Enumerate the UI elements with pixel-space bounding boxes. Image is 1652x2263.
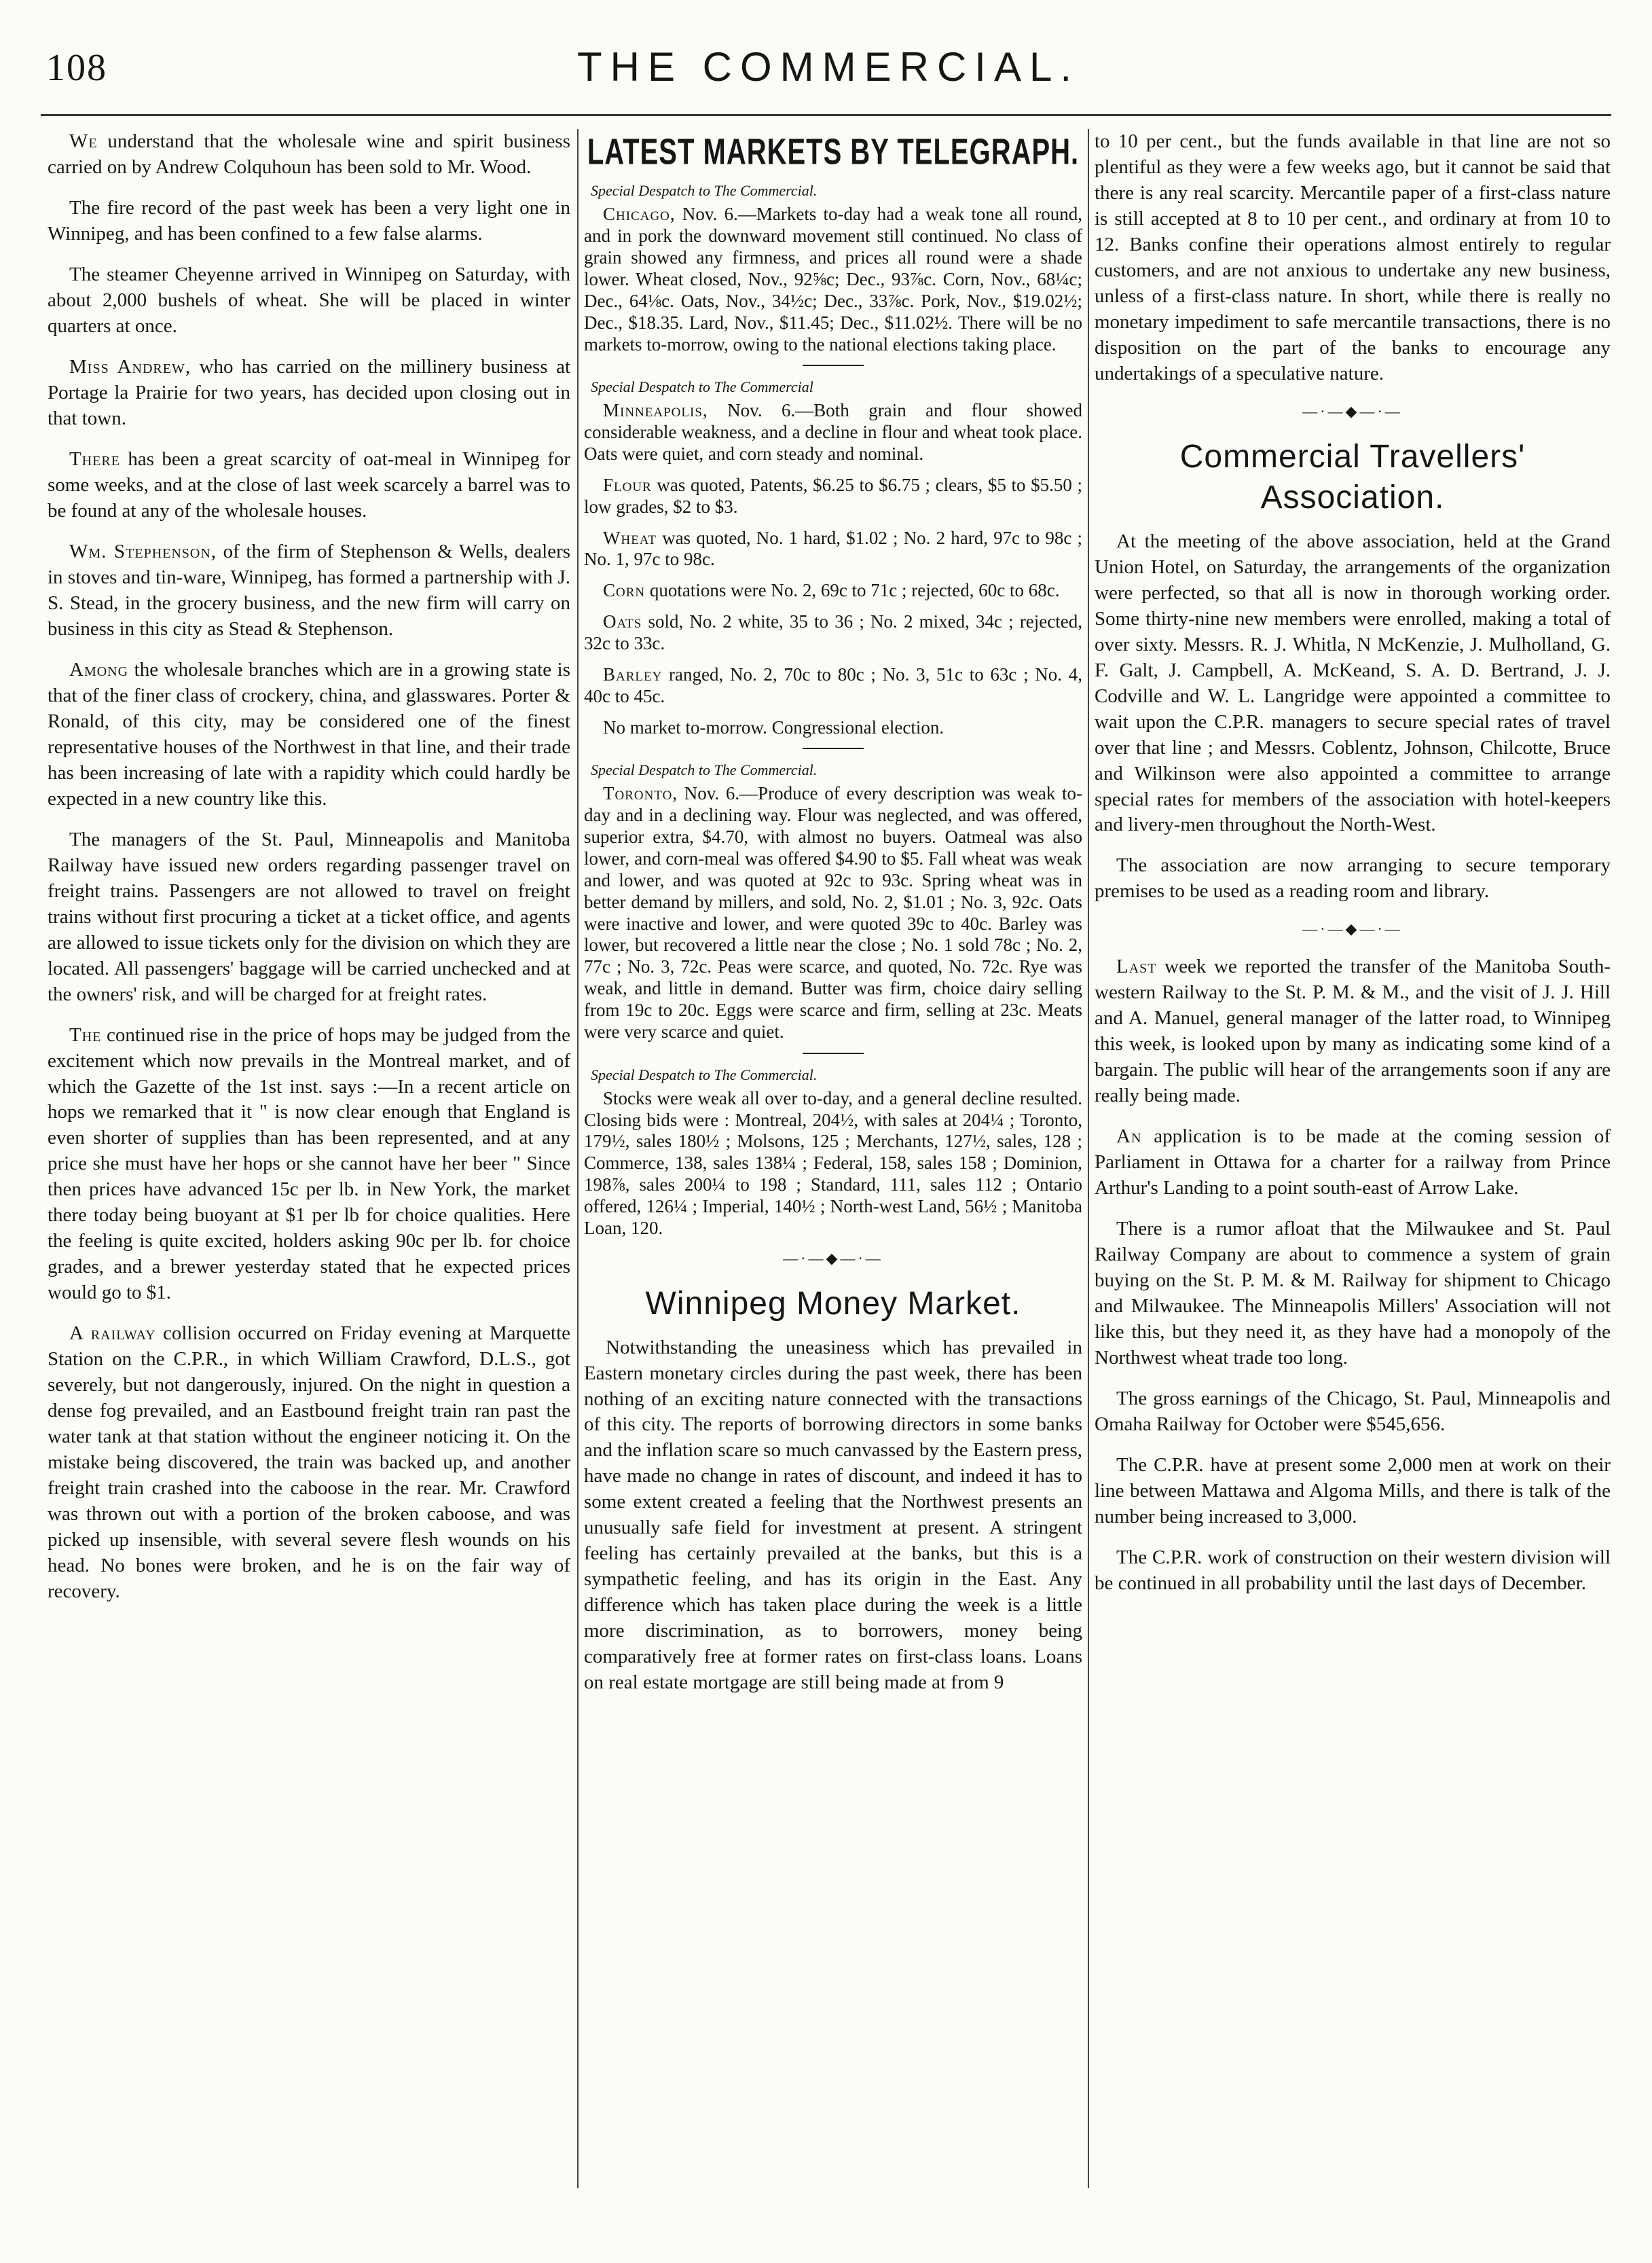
column-travellers — [1095, 129, 1611, 2202]
news-paragraph — [48, 657, 570, 812]
money-market-title: Winnipeg Money Market. — [645, 1285, 1021, 1322]
paragraph-text: At the meeting of the above association, held at the Grand Union Hotel, on Saturday, the arrangements of the organization were perfected, so that all is now in thorough working order. Some thirty-nine new members were enrolled, making a total of over sixty. Messrs. R. J. Whitla, N McKenzie, J. Mulholland, G. F. Galt, J. Campbell, A. McKeand, S. A. D. Bertrand, J. J. Codville and W. L. Langridge were appointed a committee to wait upon the C.P.R. managers to secure special rates of travel over that line ; and Messrs. Coblentz, Johnson, Chilcotte, Bruce and Wilkinson were also appointed a committee to arrange special rates for members of the association with hotel-keepers and livery-men throughout the North-West. — [1095, 530, 1611, 836]
page-number: 108 — [46, 47, 107, 89]
masthead: THE COMMERCIAL. — [576, 44, 1080, 90]
news-paragraph — [1095, 1545, 1611, 1597]
ornament-divider: —·—◆—·— — [1302, 402, 1403, 420]
paragraph-text: was quoted, No. 1 hard, $1.02 ; No. 2 hard, 97c to 98c ; No. 1, 97c to 98c. — [584, 527, 1082, 570]
news-paragraph — [1095, 1386, 1611, 1438]
news-paragraph — [584, 580, 1082, 602]
paragraph-text: has been a great scarcity of oat-meal in Winnipeg for some weeks, and at the close of last week scarcely a barrel was to be found at any of the wholesale houses. — [48, 448, 570, 522]
news-items — [1095, 954, 1611, 1597]
paragraph-text: of the firm of Stephenson & Wells, dealers in stoves and tin-ware, Winnipeg, has formed a partnership with J. S. Stead, in the grocery business, and the new firm will carry on business in this city as Stead & Stephenson. — [48, 540, 570, 640]
news-paragraph — [48, 539, 570, 642]
lead-in: Wheat — [603, 527, 657, 548]
paragraph-text: who has carried on the millinery business at Portage la Prairie for two years, has decided upon closing out in that town. — [48, 355, 570, 429]
news-paragraph — [584, 717, 1082, 739]
dispatch-divider — [803, 1053, 864, 1054]
paragraph-text: The association are now arranging to secure temporary premises to be used as a reading room and library. — [1095, 854, 1611, 903]
dispatch-label: Special Despatch to The Commercial. — [591, 182, 818, 200]
paragraph-text: Nov. 6.—Produce of every description was weak to-day and in a declining way. Flour was neglected, and was offered, superior extra, $4.70, with almost no buyers. Oatmeal was also lower, and corn-meal was offered $4.90 to $5. Fall wheat was weak and lower, and was quoted at 92c to 93c. Spring wheat was in better demand by millers, and sold, No. 2, $1.01 ; No. 3, 92c. Oats were inactive and lower, and were quoted 39c to 40c. Barley was lower, but recovered a little near the close ; No. 1 sold 78c ; No. 2, 77c ; No. 3, 72c. Peas were scarce, and quoted, No. 72c. Rye was weak, and little in demand. Butter was firm, choice dairy selling from 19c to 20c. Eggs were scarce and firm, selling at 23c. Meats were very scarce and quiet. — [584, 783, 1082, 1042]
lead-in: Among — [69, 658, 129, 681]
news-paragraph — [48, 129, 570, 181]
association-text — [1095, 529, 1611, 905]
lead-in: Wm. Stephenson, — [69, 540, 217, 562]
paragraph-text: collision occurred on Friday evening at Marquette Station on the C.P.R., in which William Crawford, D.L.S., got severely, but not dangerously, injured. On the night in question a dense fog prevailed, and an Eastbound freight train ran past the water tank at that station without the engineer noticing it. On the mistake being discovered, the train was backed up, and another freight train crashed into the caboose in the rear. Mr. Crawford was thrown out with a portion of the broken caboose, and was picked up insensible, with several severe flesh wounds on his head. No bones were broken, and he is on the fair way of recovery. — [48, 1322, 570, 1603]
paragraph-text: Stocks were weak all over to-day, and a general decline resulted. Closing bids were : Montreal, 204½, with sales at 204¼ ; Toronto, 179½, sales 180½ ; Molsons, 125 ; Merchants, 127½, sales, 128 ; Commerce, 138, sales 138¼ ; Federal, 158, sales 158 ; Dominion, 198⅞, sales 200¼ to 198 ; Standard, 111, sales 112 ; Ontario offered, 126¼ ; Imperial, 140½ ; North-west Land, 56½ ; Manitoba Loan, 120. — [584, 1087, 1082, 1238]
column-markets — [584, 129, 1082, 2202]
news-paragraph — [584, 611, 1082, 655]
paragraph-text: There is a rumor afloat that the Milwaukee and St. Paul Railway Company are about to commence a system of grain buying on the St. P. M. & M. Railway for shipment to Chicago and Milwaukee. The Minneapolis Millers' Association will not like this, but they need it, as they have had a monopoly of the Northwest wheat trade too long. — [1095, 1218, 1611, 1369]
paragraph-text: ranged, No. 2, 70c to 80c ; No. 3, 51c to 63c ; No. 4, 40c to 45c. — [584, 664, 1082, 706]
news-paragraph — [584, 475, 1082, 518]
lead-in: We — [69, 130, 98, 152]
news-paragraph — [584, 400, 1082, 465]
association-title: Commercial Travellers' Association. — [1179, 438, 1526, 515]
paragraph-text: Nov. 6.—Both grain and flour showed considerable weakness, and a decline in flour and wheat took place. Oats were quiet, and corn steady and nominal. — [584, 400, 1082, 465]
paragraph-text: The managers of the St. Paul, Minneapolis and Manitoba Railway have issued new orders regarding passenger travel on freight trains. Passengers are not allowed to travel on freight trains without first procuring a ticket at a ticket office, and agents are allowed to issue tickets only for the division on which they are located. All passengers' baggage will be carried unchecked and at the owners' risk, and will be charged for at freight rates. — [48, 828, 570, 1005]
paragraph-text: The fire record of the past week has been a very light one in Winnipeg, and has been confined to a few false alarms. — [48, 196, 570, 245]
news-paragraph — [584, 783, 1082, 1043]
lead-in: Barley — [603, 664, 663, 685]
paragraph-text: was quoted, Patents, $6.25 to $6.75 ; clears, $5 to $5.50 ; low grades, $2 to $3. — [584, 474, 1082, 517]
column-divider — [577, 129, 579, 2188]
lead-in: Corn — [603, 580, 646, 601]
news-paragraph — [584, 528, 1082, 571]
telegraph-dispatch — [584, 378, 1082, 738]
dispatch-label: Special Despatch to The Commercial. — [591, 1066, 818, 1083]
dispatch-divider — [803, 748, 864, 749]
paragraph-text: The C.P.R. have at present some 2,000 men at work on their line between Mattawa and Algoma Mills, and there is talk of the number being increased to 3,000. — [1095, 1453, 1611, 1527]
news-paragraph — [584, 1088, 1082, 1239]
paragraph-text: Nov. 6.—Markets to-day had a weak tone all round, and in pork the downward movement still continued. No class of grain showed any firmness, and prices all round were a shade lower. Wheat closed, Nov., 92⅝c; Dec., 93⅞c. Corn, Nov., 68¼c; Dec., 64⅛c. Oats, Nov., 34½c; Dec., 33⅞c. Pork, Nov., $19.02½; Dec., $18.35. Lard, Nov., $11.45; Dec., $11.02½. There will be no markets to-morrow, owing to the national elections taking place. — [584, 204, 1082, 355]
lead-in: Last — [1116, 956, 1157, 978]
news-paragraph — [584, 664, 1082, 708]
lead-in: Flour — [603, 474, 652, 495]
paragraph-text: application is to be made at the coming session of Parliament in Ottawa for a charter for a railway from Prince Arthur's Landing to a point south-east of Arrow Lake. — [1095, 1125, 1611, 1199]
lead-in: There — [69, 448, 120, 470]
header-rule — [41, 114, 1611, 116]
paragraph-text: week we reported the transfer of the Manitoba South-western Railway to the St. P. M. & M., and the visit of J. J. Hill and A. Manuel, general manager of the latter road, to Winnipeg this week, is looked upon by many as indicating some kind of a bargain. The public will hear of the arrangements soon if any are really being made. — [1095, 956, 1611, 1107]
lead-in: An — [1116, 1125, 1142, 1148]
news-paragraph — [48, 827, 570, 1008]
news-paragraph — [48, 262, 570, 340]
news-paragraph — [48, 1321, 570, 1605]
dispatch-list — [584, 182, 1082, 1239]
paragraph-text: No market to-morrow. Congressional election. — [603, 717, 944, 738]
paragraph-text: The gross earnings of the Chicago, St. Paul, Minneapolis and Omaha Railway for October were $545,656. — [1095, 1388, 1611, 1435]
ornament-divider: —·—◆—·— — [783, 1249, 883, 1267]
paragraph-text: understand that the wholesale wine and spirit business carried on by Andrew Colquhoun has been sold to Mr. Wood. — [48, 130, 570, 178]
money-market-continued: to 10 per cent., but the funds available in that line are not so plentiful as they were a few weeks ago, but it cannot be said that there is any real scarcity. Mercantile paper of a first-class nature is still accepted at 8 to 10 per cent., and ordinary at from 10 to 12. Banks confine their operations almost entirely to regular customers, and are not anxious to undertake any new business, unless of a first-class nature. In short, while there is really no monetary impediment to safe mercantile transactions, there is no disposition on the part of the banks to encourage any undertakings of a speculative nature. — [1095, 130, 1611, 384]
paragraph-text: The C.P.R. work of construction on their western division will be continued in all probability until the last days of December. — [1095, 1546, 1611, 1594]
paragraph-text: The steamer Cheyenne arrived in Winnipeg on Saturday, with about 2,000 bushels of wheat. She will be placed in winter quarters at once. — [48, 263, 570, 337]
news-paragraph — [48, 1023, 570, 1307]
lead-in: The — [69, 1024, 102, 1046]
news-paragraph — [48, 196, 570, 247]
money-market-text: Notwithstanding the uneasiness which has prevailed in Eastern monetary circles during the past week, there has been nothing of an exciting nature connected with the transactions of this city. The reports of borrowing directors in some banks and the inflation scare so much canvassed by the Eastern press, have made no change in rates of discount, and indeed it has to some extent created a feeling that the Northwest presents an unusually safe field for investment at present. A stringent feeling has certainly prevailed at the banks, but this is a sympathetic feeling, and has its origin in the East. Any difference which has taken place during the week is a little more discrimination, as to borrowers, money being comparatively free at former rates on first-class loans. Loans on real estate mortgage are still being made at from 9 — [584, 1336, 1082, 1694]
ornament-divider: —·—◆—·— — [1302, 920, 1403, 938]
news-paragraph — [1095, 529, 1611, 839]
column-local-news — [48, 129, 570, 2202]
paragraph-text: sold, No. 2 white, 35 to 36 ; No. 2 mixed, 34c ; rejected, 32c to 33c. — [584, 611, 1082, 654]
telegraph-dispatch — [584, 761, 1082, 1043]
paragraph-text: continued rise in the price of hops may be judged from the excitement which now prevails in the Montreal market, and of which the Gazette of the 1st inst. says :—In a recent article on hops we remarked that it " is now clear enough that England is even shorter of supplies than has been represented, and at any price she must have her hops or she cannot have her beer " Since then prices have advanced 15c per lb. in New York, the market there today being buoyant at $1 per lb for choice qualities. Here the feeling is quite excited, holders asking 90c per lb. for choice grades, and a brewer yesterday stated that he expected prices would go to $1. — [48, 1024, 570, 1304]
page-header — [41, 43, 1616, 105]
telegraph-dispatch — [584, 182, 1082, 355]
telegraph-dispatch — [584, 1066, 1082, 1239]
news-paragraph — [584, 204, 1082, 355]
paragraph-text: the wholesale branches which are in a growing state is that of the finer class of crockery, china, and glasswares. Porter & Ronald, of this city, may be considered one of the finest representative houses of the Northwest in that line, and their trade has been increasing of late with a rapidity which could hardly be expected in a new country like this. — [48, 658, 570, 810]
dispatch-label: Special Despatch to The Commercial — [591, 378, 813, 396]
news-paragraph — [1095, 1124, 1611, 1201]
news-paragraph — [1095, 1453, 1611, 1530]
news-paragraph — [1095, 954, 1611, 1109]
lead-in: Toronto, — [603, 783, 678, 804]
markets-title: LATEST MARKETS BY TELEGRAPH. — [587, 132, 1080, 173]
column-divider — [1088, 129, 1089, 2188]
lead-in: Miss Andrew, — [69, 355, 191, 378]
dispatch-label: Special Despatch to The Commercial. — [591, 761, 818, 779]
lead-in: Oats — [603, 611, 642, 632]
paragraph-text: quotations were No. 2, 69c to 71c ; rejected, 60c to 68c. — [649, 580, 1060, 601]
news-paragraph — [48, 355, 570, 432]
news-paragraph — [48, 447, 570, 524]
dispatch-divider — [803, 365, 864, 366]
lead-in: Minneapolis, — [603, 400, 708, 421]
lead-in: Chicago, — [603, 204, 676, 225]
lead-in: A railway — [69, 1322, 156, 1345]
news-paragraph — [1095, 1216, 1611, 1371]
news-paragraph — [1095, 853, 1611, 905]
